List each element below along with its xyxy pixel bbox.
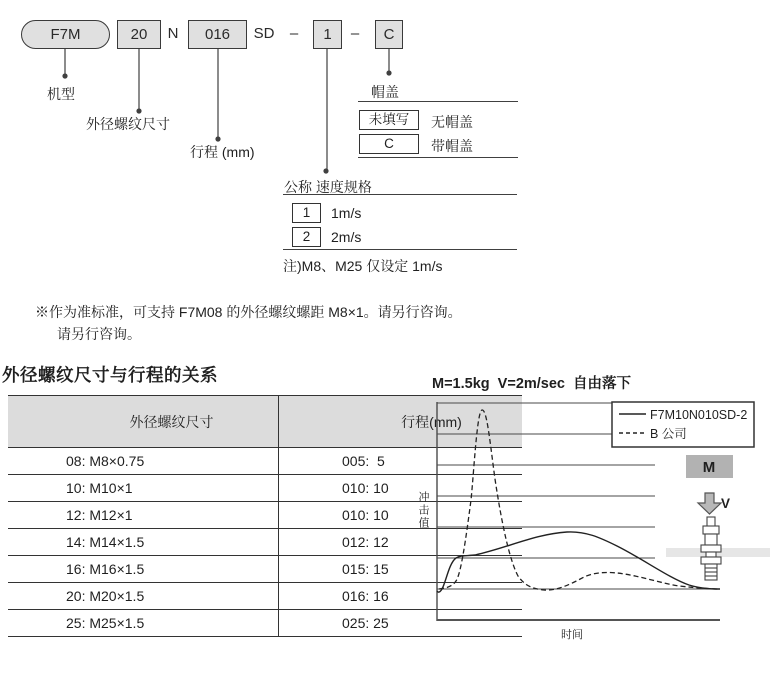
cap-rule-bottom (358, 157, 518, 158)
stroke-cell: 025: 25 (279, 610, 523, 637)
table-header-stroke: 行程(mm) (279, 396, 523, 448)
callout-thread-size: 外径螺纹尺寸 (86, 116, 170, 132)
speed-section-title: 公称 速度规格 (284, 179, 372, 195)
model-family-pill: F7M (21, 20, 110, 49)
down-arrow-icon (698, 493, 721, 514)
chart-y-axis-label: 冲击值 (417, 491, 429, 530)
chart-x-axis-label: 时间 (561, 629, 583, 641)
remark-line-2: 请另行咨询。 (57, 326, 141, 342)
stroke-code-box: 016 (188, 20, 247, 49)
thread-cell: 25: M25×1.5 (8, 610, 279, 637)
stroke-cell: 015: 15 (279, 556, 523, 583)
cap-option-c-code: C (359, 134, 419, 154)
cap-option-blank-label: 无帽盖 (431, 114, 473, 130)
thread-cell: 10: M10×1 (8, 475, 279, 502)
speed-option-1-code: 1 (292, 203, 321, 223)
callout-dot-model (62, 73, 67, 78)
legend-solid-label: F7M10N010SD-2 (650, 408, 748, 422)
cap-option-blank-code: 未填写 (359, 110, 419, 130)
speed-code-box: 1 (313, 20, 342, 49)
table-section-title: 外径螺纹尺寸与行程的关系 (2, 365, 218, 385)
impact-comparison-chart (415, 395, 772, 647)
stroke-cell: 005: 5 (279, 448, 523, 475)
stroke-cell: 012: 12 (279, 529, 523, 556)
mass-label: M (702, 459, 716, 476)
cap-option-c-label: 带帽盖 (431, 138, 473, 154)
thread-cell: 14: M14×1.5 (8, 529, 279, 556)
thread-size-box: 20 (117, 20, 161, 49)
type-code-text: SD (253, 25, 275, 42)
remark-line-1: ※作为准标准，可支持 F7M08 的外径螺纹螺距 M8×1。请另行咨询。 (35, 304, 462, 320)
callout-model-type: 机型 (47, 86, 75, 102)
callout-dot-stroke (215, 136, 220, 141)
dash-separator-1: – (289, 25, 299, 42)
curve-f7m-solid (437, 532, 720, 592)
cap-rule-top (358, 101, 518, 102)
speed-option-1-label: 1m/s (331, 205, 362, 221)
dash-separator-2: – (350, 25, 360, 42)
speed-rule-top (283, 194, 517, 195)
thread-cell: 16: M16×1.5 (8, 556, 279, 583)
speed-option-2-code: 2 (292, 227, 321, 247)
stroke-cell: 010: 10 (279, 475, 523, 502)
drop-test-illustration (666, 455, 770, 580)
callout-stroke: 行程 (mm) (190, 144, 255, 160)
callout-dot-thread (136, 108, 141, 113)
thread-cell: 08: M8×0.75 (8, 448, 279, 475)
chart-legend (612, 402, 754, 447)
legend-dashed-label: B 公司 (650, 427, 687, 441)
table-header-thread: 外径螺纹尺寸 (8, 396, 279, 448)
series-letter: N (167, 25, 179, 42)
chart-title: M=1.5kg V=2m/sec 自由落下 (432, 376, 632, 392)
stroke-cell: 010: 10 (279, 502, 523, 529)
stroke-cell: 016: 16 (279, 583, 523, 610)
speed-option-2-label: 2m/s (331, 229, 362, 245)
speed-rule-bottom (283, 249, 517, 250)
callout-dot-cap (386, 70, 391, 75)
velocity-label: V (721, 496, 731, 511)
shock-absorber-illustration (701, 517, 721, 580)
thread-cell: 12: M12×1 (8, 502, 279, 529)
callout-dot-speed (323, 168, 328, 173)
cap-code-box: C (375, 20, 403, 49)
thread-cell: 20: M20×1.5 (8, 583, 279, 610)
cap-section-title: 帽盖 (371, 84, 399, 100)
speed-note: 注)M8、M25 仅设定 1m/s (283, 258, 443, 274)
